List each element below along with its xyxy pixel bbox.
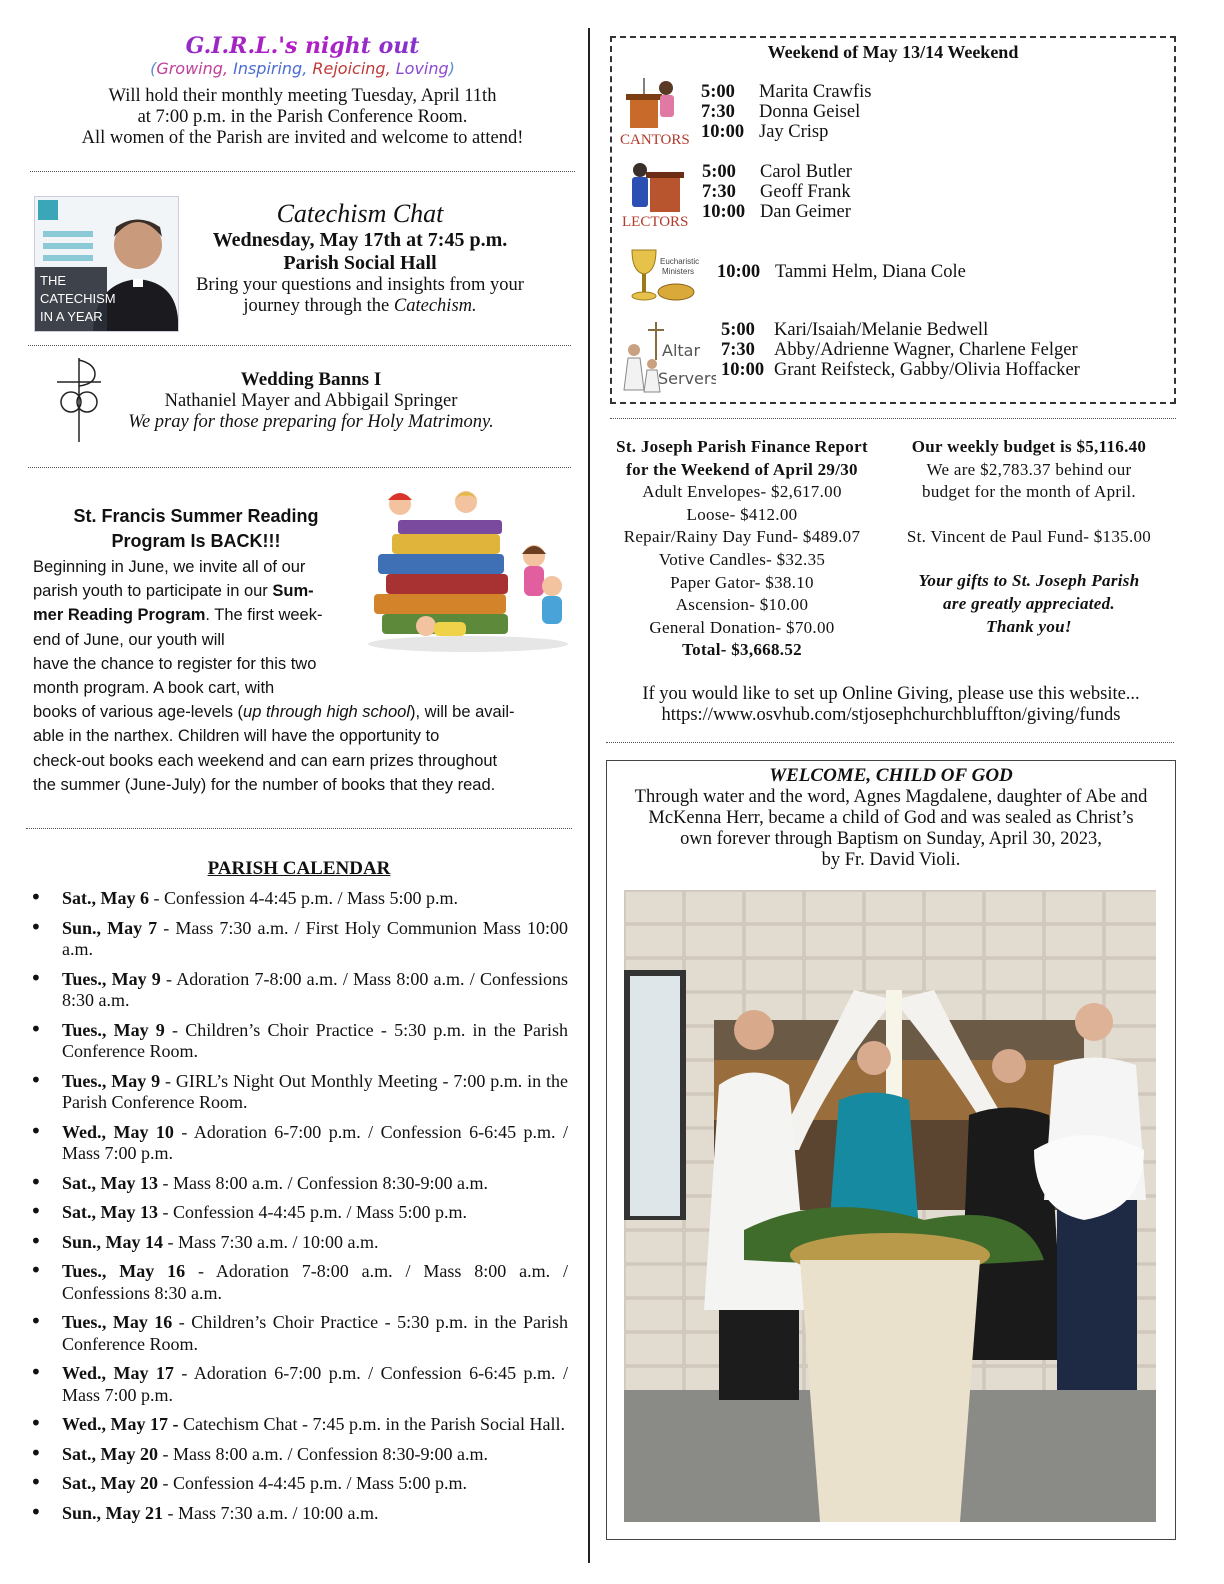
cantor-time: 7:30: [701, 102, 735, 122]
cantor-time: 5:00: [701, 82, 735, 102]
calendar-item-text: Catechism Chat - 7:45 p.m. in the Parish Social Hall.: [178, 1414, 565, 1434]
subtitle-growing: Growing,: [156, 59, 234, 78]
wedding-rings-icon: [55, 356, 105, 451]
reading-line: [33, 603, 573, 627]
calendar-item-text: - Mass 7:30 a.m. / 10:00 a.m.: [163, 1502, 379, 1523]
finance-item: Loose- $412.00: [686, 504, 798, 524]
reading-line: the summer (June-July) for the number of books that they read.: [33, 775, 496, 794]
online-giving-url[interactable]: https://www.osvhub.com/stjosephchurchbluffton/giving/funds: [661, 705, 1121, 725]
server-name: Kari/Isaiah/Melanie Bedwell: [774, 320, 989, 340]
calendar-item-day: Sun., May 14: [62, 1231, 164, 1252]
ministry-weekend-title: Weekend of May 13/14 Weekend: [767, 42, 1019, 62]
cantor-name: Marita Crawfis: [759, 82, 872, 102]
calendar-item-day: Sat., May 20: [62, 1473, 158, 1493]
calendar-item-day: Tues., May 16: [62, 1261, 186, 1281]
calendar-item: [28, 888, 568, 910]
calendar-item-day: Wed., May 17: [62, 1363, 174, 1383]
altar-servers-icon: [616, 320, 716, 399]
calendar-item-text: - Adoration 6-7:00 p.m. / Confession 6-6:45 p.m. / Mass 7:00 p.m.: [62, 1363, 569, 1405]
calendar-item-day: Sun., May 21: [62, 1502, 164, 1523]
cantor-row: [701, 82, 872, 102]
catechism-image-caption-1: THE: [40, 273, 66, 288]
calendar-item-text: - GIRL’s Night Out Monthly Meeting - 7:00 p.m. in the Parish Conference Room.: [62, 1070, 568, 1112]
calendar-item-day: Sat., May 6: [62, 888, 149, 908]
calendar-list: [28, 888, 568, 1524]
baptism-photo: [624, 890, 1156, 1522]
lector-name: Dan Geimer: [760, 202, 851, 222]
welcome-line1: Through water and the word, Agnes Magdalene, daughter of Abe and: [634, 787, 1148, 807]
section-divider: [606, 742, 1174, 743]
catechism-line2-prefix: journey through the: [243, 296, 394, 316]
column-divider: [588, 28, 590, 1563]
calendar-item: [28, 1232, 568, 1254]
wedding-banns-section: [100, 369, 522, 433]
reading-title-line1: St. Francis Summer Reading: [73, 506, 319, 526]
server-name: Grant Reifsteck, Gabby/Olivia Hoffacker: [774, 360, 1080, 380]
reading-line: able in the narthex. Children will have the opportunity to: [33, 727, 440, 746]
catechism-chat-date: Wednesday, May 17th at 7:45 p.m.: [212, 229, 508, 251]
girls-night-line3: All women of the Parish are invited and welcome to attend!: [81, 128, 524, 148]
girls-night-subtitle: (Growing, Inspiring, Rejoicing, Loving): [150, 59, 455, 78]
welcome-child-text: [606, 765, 1176, 871]
altar-servers-label2: Servers: [658, 369, 716, 388]
finance-item: Repair/Rainy Day Fund- $489.07: [623, 527, 861, 547]
reading-program-body: [33, 555, 573, 797]
lectors-icon: [622, 156, 698, 235]
calendar-item-text: - Mass 7:30 a.m. / First Holy Communion Mass 10:00 a.m.: [62, 917, 568, 959]
cantor-row: [701, 122, 872, 142]
finance-item: Paper Gator- $38.10: [670, 572, 814, 592]
wedding-banns-title: Wedding Banns I: [240, 369, 382, 390]
calendar-item-text: - Mass 8:00 a.m. / Confession 8:30-9:00 a.m.: [158, 1172, 488, 1193]
lectors-schedule: [702, 162, 852, 222]
budget-line1: We are $2,783.37 behind our: [926, 459, 1132, 479]
lectors-label: LECTORS: [622, 214, 689, 230]
eucharistic-ministers-icon: [626, 244, 706, 315]
em-time: 10:00: [717, 262, 761, 282]
lector-time: 7:30: [702, 182, 736, 202]
catechism-chat-place: Parish Social Hall: [283, 252, 437, 274]
calendar-item-text: - Mass 7:30 a.m. / 10:00 a.m.: [163, 1231, 379, 1252]
girls-night-line1: Will hold their monthly meeting Tuesday, April 11th: [108, 86, 497, 106]
calendar-item: [28, 1503, 568, 1525]
altar-servers-label1: Altar: [662, 341, 701, 360]
cantor-name: Donna Geisel: [759, 102, 861, 122]
wedding-banns-prayer: We pray for those preparing for Holy Matrimony.: [128, 412, 494, 432]
calendar-item-day: Sat., May 13: [62, 1202, 158, 1222]
em-label1: Eucharistic: [660, 257, 700, 266]
calendar-item: [28, 1261, 568, 1304]
calendar-item-day: Sat., May 20: [62, 1443, 158, 1464]
calendar-item-day: Wed., May 10: [62, 1121, 174, 1142]
reading-line-part: . The first week-: [205, 606, 323, 625]
calendar-item-text: - Adoration 7-8:00 a.m. / Mass 8:00 a.m. / Confessions 8:30 a.m.: [62, 1261, 568, 1303]
section-divider: [28, 345, 571, 346]
finance-title-line2: for the Weekend of April 29/30: [626, 459, 858, 479]
calendar-item: [28, 1020, 568, 1063]
catechism-image-caption-2: CATECHISM: [40, 291, 116, 306]
reading-line: [33, 700, 573, 724]
parish-calendar-title: PARISH CALENDAR: [207, 858, 391, 879]
calendar-item-day: Tues., May 9: [62, 968, 161, 989]
em-name: Tammi Helm, Diana Cole: [775, 262, 966, 282]
cantor-name: Jay Crisp: [759, 122, 829, 142]
welcome-line3: own forever through Baptism on Sunday, April 30, 2023,: [680, 829, 1102, 849]
calendar-item-day: Wed., May 17 -: [62, 1414, 179, 1434]
budget-title: Our weekly budget is $5,116.40: [911, 437, 1147, 456]
section-divider: [610, 418, 1176, 419]
calendar-item: [28, 1312, 568, 1355]
catechism-chat-line2: [180, 296, 540, 317]
calendar-item: [28, 1473, 568, 1495]
eucharistic-ministers-schedule: [717, 262, 966, 282]
reading-line: [33, 579, 573, 603]
server-row: [721, 360, 1080, 380]
catechism-in-a-year-image: [34, 196, 179, 332]
lector-name: Carol Butler: [760, 162, 852, 182]
subtitle-loving: Loving: [395, 59, 449, 78]
calendar-item-day: Sat., May 13: [62, 1172, 158, 1193]
calendar-item-day: Tues., May 9: [62, 1070, 161, 1091]
server-time: 7:30: [721, 340, 755, 360]
finance-item: Ascension- $10.00: [675, 595, 809, 615]
calendar-item-text: - Confession 4-4:45 p.m. / Mass 5:00 p.m.: [158, 1473, 467, 1493]
altar-servers-schedule: [721, 320, 1080, 380]
catechism-book-title: Catechism.: [393, 296, 477, 316]
server-time: 5:00: [721, 320, 755, 340]
lector-row: [702, 162, 852, 182]
calendar-item: [28, 1173, 568, 1195]
catechism-image-caption-3: IN A YEAR: [40, 309, 103, 324]
catechism-chat-section: [180, 199, 540, 317]
calendar-item-text: - Children’s Choir Practice - 5:30 p.m. in the Parish Conference Room.: [62, 1019, 568, 1061]
svdp-fund: St. Vincent de Paul Fund- $135.00: [906, 526, 1152, 546]
thanks-line2: are greatly appreciated.: [943, 593, 1115, 613]
cantor-row: [701, 102, 872, 122]
lector-row: [702, 182, 852, 202]
finance-item: Votive Candles- $32.35: [658, 549, 826, 569]
reading-bold-text: Sum-: [272, 582, 314, 601]
catechism-chat-line1: Bring your questions and insights from your: [196, 275, 524, 295]
cantors-icon: [618, 72, 698, 153]
girls-night-section: [30, 33, 575, 149]
calendar-item: [28, 1122, 568, 1165]
calendar-item-text: - Mass 8:00 a.m. / Confession 8:30-9:00 a.m.: [158, 1443, 488, 1464]
thanks-line3: Thank you!: [986, 616, 1072, 636]
em-row: [717, 262, 966, 282]
lector-time: 10:00: [702, 202, 746, 222]
welcome-line4: by Fr. David Violi.: [821, 850, 961, 870]
calendar-item-day: Tues., May 9: [62, 1019, 165, 1040]
calendar-item: [28, 1202, 568, 1224]
cantors-schedule: [701, 82, 872, 142]
finance-report: [608, 436, 876, 662]
lector-name: Geoff Frank: [760, 182, 851, 202]
calendar-item-text: - Confession 4-4:45 p.m. / Mass 5:00 p.m.: [158, 1202, 467, 1222]
reading-line: have the chance to register for this two: [33, 654, 317, 673]
section-divider: [30, 171, 575, 172]
thanks-line1: Your gifts to St. Joseph Parish: [918, 571, 1140, 591]
finance-item: Adult Envelopes- $2,617.00: [642, 482, 842, 502]
section-divider: [26, 828, 572, 829]
reading-program-title: [40, 504, 352, 554]
em-label2: Ministers: [662, 267, 695, 276]
reading-line-part: parish youth to participate in our: [33, 582, 273, 601]
reading-line-part: ), will be avail-: [410, 703, 515, 722]
budget-line2: budget for the month of April.: [922, 482, 1136, 502]
girls-night-title: G.I.R.L.'s night out: [30, 33, 575, 59]
calendar-item: [28, 1071, 568, 1114]
catechism-chat-title: Catechism Chat: [276, 199, 444, 228]
subtitle-rejoicing: Rejoicing,: [312, 59, 396, 78]
cantors-label: CANTORS: [620, 132, 690, 148]
calendar-item-text: - Adoration 7-8:00 a.m. / Mass 8:00 a.m. / Confessions 8:30 a.m.: [62, 968, 568, 1010]
calendar-item-text: - Adoration 6-7:00 p.m. / Confession 6-6:45 p.m. / Mass 7:00 p.m.: [62, 1121, 569, 1163]
reading-title-line2: Program Is BACK!!!: [111, 531, 281, 551]
calendar-item: [28, 1414, 568, 1436]
calendar-item-day: Sun., May 7: [62, 917, 158, 938]
reading-line: month program. A book cart, with: [33, 679, 275, 698]
calendar-item: [28, 969, 568, 1012]
welcome-title: WELCOME, CHILD OF GOD: [769, 765, 1013, 786]
calendar-item: [28, 1444, 568, 1466]
welcome-line2: McKenna Herr, became a child of God and was sealed as Christ’s: [648, 808, 1134, 828]
online-giving-text: If you would like to set up Online Giving, please use this website...: [642, 684, 1140, 704]
subtitle-inspiring: Inspiring,: [233, 59, 313, 78]
wedding-banns-names: Nathaniel Mayer and Abbigail Springer: [164, 391, 458, 411]
calendar-item: [28, 1363, 568, 1406]
budget-summary: [884, 436, 1174, 638]
calendar-item-day: Tues., May 16: [62, 1312, 173, 1332]
reading-line-part: books of various age-levels (: [33, 703, 244, 722]
finance-title-line1: St. Joseph Parish Finance Report: [616, 437, 868, 456]
finance-total: Total- $3,668.52: [682, 640, 802, 660]
lector-time: 5:00: [702, 162, 736, 182]
reading-line: check-out books each weekend and can earn prizes throughout: [33, 751, 498, 770]
parish-calendar: [28, 888, 568, 1532]
lector-row: [702, 202, 852, 222]
girls-night-line2: at 7:00 p.m. in the Parish Conference Room.: [137, 107, 468, 127]
calendar-item-text: - Children’s Choir Practice - 5:30 p.m. in the Parish Conference Room.: [62, 1312, 568, 1354]
calendar-item-text: - Confession 4-4:45 p.m. / Mass 5:00 p.m.: [149, 888, 458, 908]
reading-bold-text: mer Reading Program: [33, 606, 206, 625]
cantor-time: 10:00: [701, 122, 745, 142]
reading-line: end of June, our youth will: [33, 630, 225, 649]
server-row: [721, 340, 1080, 360]
online-giving: [608, 684, 1174, 726]
section-divider: [28, 467, 571, 468]
finance-item: General Donation- $70.00: [649, 617, 835, 637]
calendar-item: [28, 918, 568, 961]
server-time: 10:00: [721, 360, 765, 380]
reading-line: Beginning in June, we invite all of our: [33, 558, 306, 576]
server-name: Abby/Adrienne Wagner, Charlene Felger: [774, 340, 1078, 360]
reading-italic-text: up through high school: [243, 703, 410, 722]
server-row: [721, 320, 1080, 340]
